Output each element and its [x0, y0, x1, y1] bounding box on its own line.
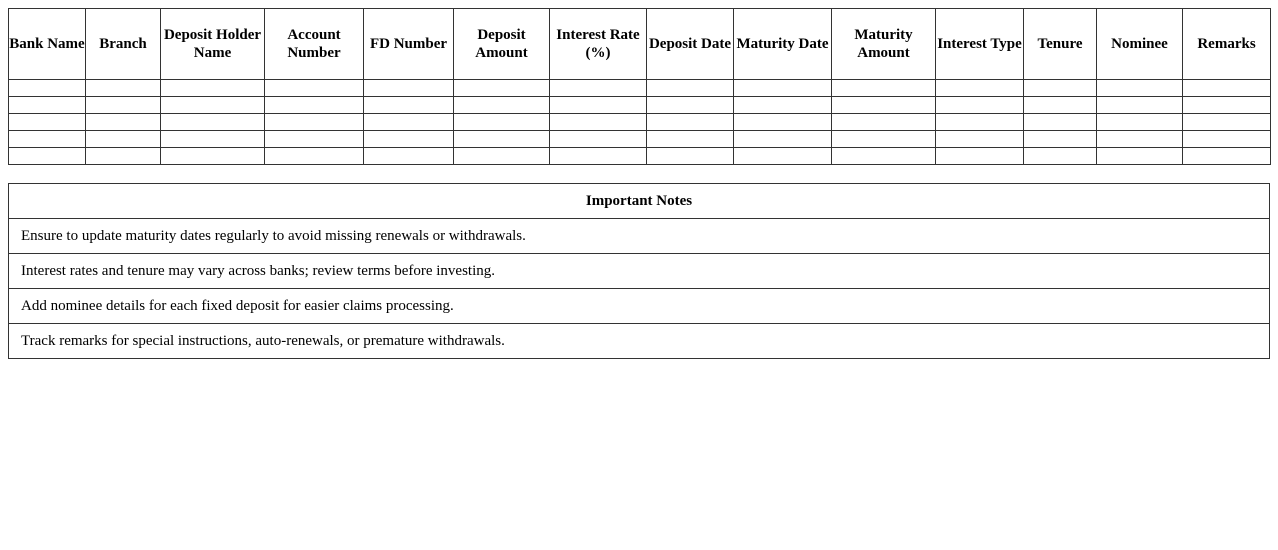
- table-cell[interactable]: [364, 131, 454, 148]
- table-row: [9, 97, 1271, 114]
- table-cell[interactable]: [364, 80, 454, 97]
- table-cell[interactable]: [832, 148, 936, 165]
- column-header-bank-name: Bank Name: [9, 9, 86, 80]
- table-cell[interactable]: [265, 131, 364, 148]
- table-cell[interactable]: [1183, 148, 1271, 165]
- table-cell[interactable]: [454, 148, 550, 165]
- table-cell[interactable]: [454, 114, 550, 131]
- table-cell[interactable]: [86, 148, 161, 165]
- table-cell[interactable]: [832, 97, 936, 114]
- note-text: Track remarks for special instructions, auto-renewals, or premature withdrawals.: [9, 324, 1270, 359]
- table-cell[interactable]: [364, 148, 454, 165]
- table-cell[interactable]: [936, 114, 1024, 131]
- table-cell[interactable]: [647, 80, 734, 97]
- table-cell[interactable]: [161, 80, 265, 97]
- table-cell[interactable]: [454, 97, 550, 114]
- table-cell[interactable]: [9, 97, 86, 114]
- table-cell[interactable]: [734, 80, 832, 97]
- column-header-maturity-amount: Maturity Amount: [832, 9, 936, 80]
- table-cell[interactable]: [1024, 80, 1097, 97]
- table-cell[interactable]: [734, 148, 832, 165]
- table-row: [9, 131, 1271, 148]
- table-cell[interactable]: [161, 131, 265, 148]
- notes-header-row: [9, 184, 1270, 219]
- table-cell[interactable]: [86, 114, 161, 131]
- table-cell[interactable]: [647, 148, 734, 165]
- table-cell[interactable]: [1183, 80, 1271, 97]
- table-cell[interactable]: [647, 131, 734, 148]
- table-cell[interactable]: [550, 148, 647, 165]
- table-row: [9, 114, 1271, 131]
- table-body: [9, 80, 1271, 165]
- column-header-tenure: Tenure: [1024, 9, 1097, 80]
- table-cell[interactable]: [1183, 97, 1271, 114]
- table-cell[interactable]: [550, 80, 647, 97]
- table-cell[interactable]: [1097, 80, 1183, 97]
- table-cell[interactable]: [86, 80, 161, 97]
- table-cell[interactable]: [1183, 131, 1271, 148]
- note-text: Add nominee details for each fixed deposit for easier claims processing.: [9, 289, 1270, 324]
- table-cell[interactable]: [647, 97, 734, 114]
- table-cell[interactable]: [734, 97, 832, 114]
- table-cell[interactable]: [734, 114, 832, 131]
- table-cell[interactable]: [936, 131, 1024, 148]
- fixed-deposit-table: [8, 8, 1271, 165]
- table-cell[interactable]: [265, 80, 364, 97]
- table-cell[interactable]: [454, 80, 550, 97]
- notes-body: [9, 219, 1270, 359]
- table-cell[interactable]: [1024, 131, 1097, 148]
- column-header-nominee: Nominee: [1097, 9, 1183, 80]
- table-cell[interactable]: [161, 97, 265, 114]
- table-cell[interactable]: [832, 114, 936, 131]
- column-header-fd-number: FD Number: [364, 9, 454, 80]
- table-cell[interactable]: [1024, 114, 1097, 131]
- column-header-interest-rate: Interest Rate (%): [550, 9, 647, 80]
- column-header-remarks: Remarks: [1183, 9, 1271, 80]
- note-row: [9, 289, 1270, 324]
- note-text: Ensure to update maturity dates regularly to avoid missing renewals or withdrawals.: [9, 219, 1270, 254]
- column-header-deposit-amount: Deposit Amount: [454, 9, 550, 80]
- table-cell[interactable]: [265, 148, 364, 165]
- table-cell[interactable]: [265, 97, 364, 114]
- note-text: Interest rates and tenure may vary across banks; review terms before investing.: [9, 254, 1270, 289]
- table-cell[interactable]: [1097, 131, 1183, 148]
- table-cell[interactable]: [936, 97, 1024, 114]
- table-row: [9, 148, 1271, 165]
- column-header-branch: Branch: [86, 9, 161, 80]
- column-header-deposit-holder-name: Deposit Holder Name: [161, 9, 265, 80]
- table-cell[interactable]: [86, 97, 161, 114]
- table-cell[interactable]: [550, 97, 647, 114]
- table-row: [9, 80, 1271, 97]
- note-row: [9, 254, 1270, 289]
- column-header-account-number: Account Number: [265, 9, 364, 80]
- table-cell[interactable]: [454, 131, 550, 148]
- table-cell[interactable]: [1097, 114, 1183, 131]
- table-cell[interactable]: [9, 114, 86, 131]
- table-cell[interactable]: [734, 131, 832, 148]
- table-cell[interactable]: [161, 114, 265, 131]
- table-cell[interactable]: [1097, 148, 1183, 165]
- note-row: [9, 324, 1270, 359]
- notes-title: Important Notes: [9, 184, 1270, 219]
- column-header-deposit-date: Deposit Date: [647, 9, 734, 80]
- table-cell[interactable]: [832, 131, 936, 148]
- table-cell[interactable]: [1097, 97, 1183, 114]
- important-notes-table: [8, 183, 1270, 359]
- note-row: [9, 219, 1270, 254]
- table-cell[interactable]: [9, 148, 86, 165]
- table-cell[interactable]: [364, 114, 454, 131]
- table-cell[interactable]: [936, 148, 1024, 165]
- column-header-maturity-date: Maturity Date: [734, 9, 832, 80]
- table-cell[interactable]: [265, 114, 364, 131]
- table-cell[interactable]: [86, 131, 161, 148]
- table-cell[interactable]: [936, 80, 1024, 97]
- table-cell[interactable]: [1183, 114, 1271, 131]
- table-cell[interactable]: [364, 97, 454, 114]
- table-cell[interactable]: [1024, 97, 1097, 114]
- column-header-interest-type: Interest Type: [936, 9, 1024, 80]
- table-cell[interactable]: [647, 114, 734, 131]
- table-cell[interactable]: [161, 148, 265, 165]
- table-cell[interactable]: [9, 131, 86, 148]
- table-cell[interactable]: [832, 80, 936, 97]
- table-cell[interactable]: [1024, 148, 1097, 165]
- table-cell[interactable]: [550, 114, 647, 131]
- table-header-row: [9, 9, 1271, 80]
- table-cell[interactable]: [9, 80, 86, 97]
- table-cell[interactable]: [550, 131, 647, 148]
